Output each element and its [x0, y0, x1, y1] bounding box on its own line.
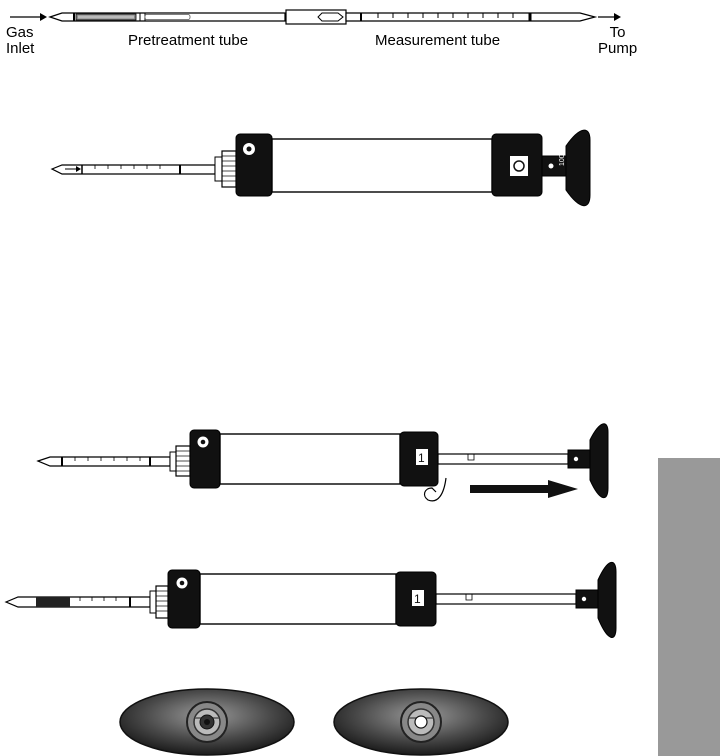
to-pump-line1: To [609, 24, 626, 41]
to-pump-arrow-icon [614, 13, 621, 21]
measurement-tube-label: Measurement tube [375, 32, 501, 49]
end-view-left [120, 689, 294, 755]
pretreatment-tube [50, 13, 285, 21]
gas-inlet-line2: Inlet [6, 40, 35, 57]
pump-pulling [38, 424, 608, 501]
gas-inlet-arrow-icon [40, 13, 47, 21]
end-view-right [334, 689, 508, 755]
lock-mark-2: 1 [414, 592, 421, 606]
pump-extended [6, 562, 616, 637]
section-tab [658, 458, 720, 756]
handle-mark-1: 100 [559, 154, 566, 166]
pump-assembled [52, 130, 590, 206]
pretreatment-tube-label: Pretreatment tube [128, 32, 249, 49]
gas-inlet-line1: Gas [6, 24, 34, 41]
pull-arrow-icon [470, 485, 550, 493]
measurement-tube [346, 13, 595, 21]
tube-connector [286, 10, 346, 24]
to-pump-line2: Pump [598, 40, 638, 57]
tube-assembly-diagram [10, 10, 621, 24]
lock-mark-1: 1 [418, 451, 425, 465]
